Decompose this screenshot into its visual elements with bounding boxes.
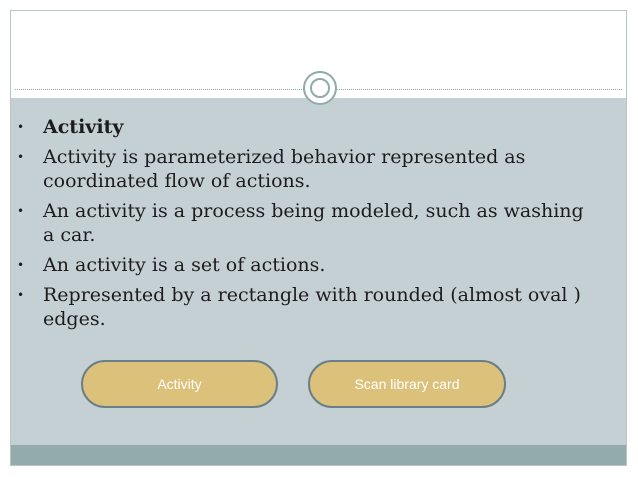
scan-library-card-shape[interactable]	[308, 360, 506, 408]
bullet-item	[14, 283, 594, 331]
activity-shape[interactable]	[81, 360, 278, 408]
bullet-dot-icon: •	[17, 204, 25, 218]
bullet-item	[14, 115, 594, 139]
bullet-item	[14, 145, 594, 193]
bullet-text: Activity is parameterized behavior represented as coordinated flow of actions.	[43, 146, 526, 192]
circle-ornament-icon	[303, 71, 337, 105]
inner-circle-icon	[310, 78, 330, 98]
bullet-dot-icon: •	[17, 120, 25, 134]
bullet-dot-icon: •	[17, 150, 25, 164]
footer-bar	[11, 445, 626, 466]
bullet-list	[14, 115, 594, 337]
bullet-item	[14, 253, 594, 277]
bullet-item	[14, 199, 594, 247]
bullet-text: An activity is a set of actions.	[43, 254, 326, 276]
scan-shape-label: Scan library card	[354, 376, 460, 392]
bullet-dot-icon: •	[17, 258, 25, 272]
bullet-text: Represented by a rectangle with rounded (almost oval ) edges.	[43, 284, 581, 330]
bullet-text: An activity is a process being modeled, such as washing a car.	[43, 200, 584, 246]
bullet-text: Activity	[43, 116, 124, 138]
activity-shape-label: Activity	[157, 376, 202, 392]
bullet-dot-icon: •	[17, 288, 25, 302]
